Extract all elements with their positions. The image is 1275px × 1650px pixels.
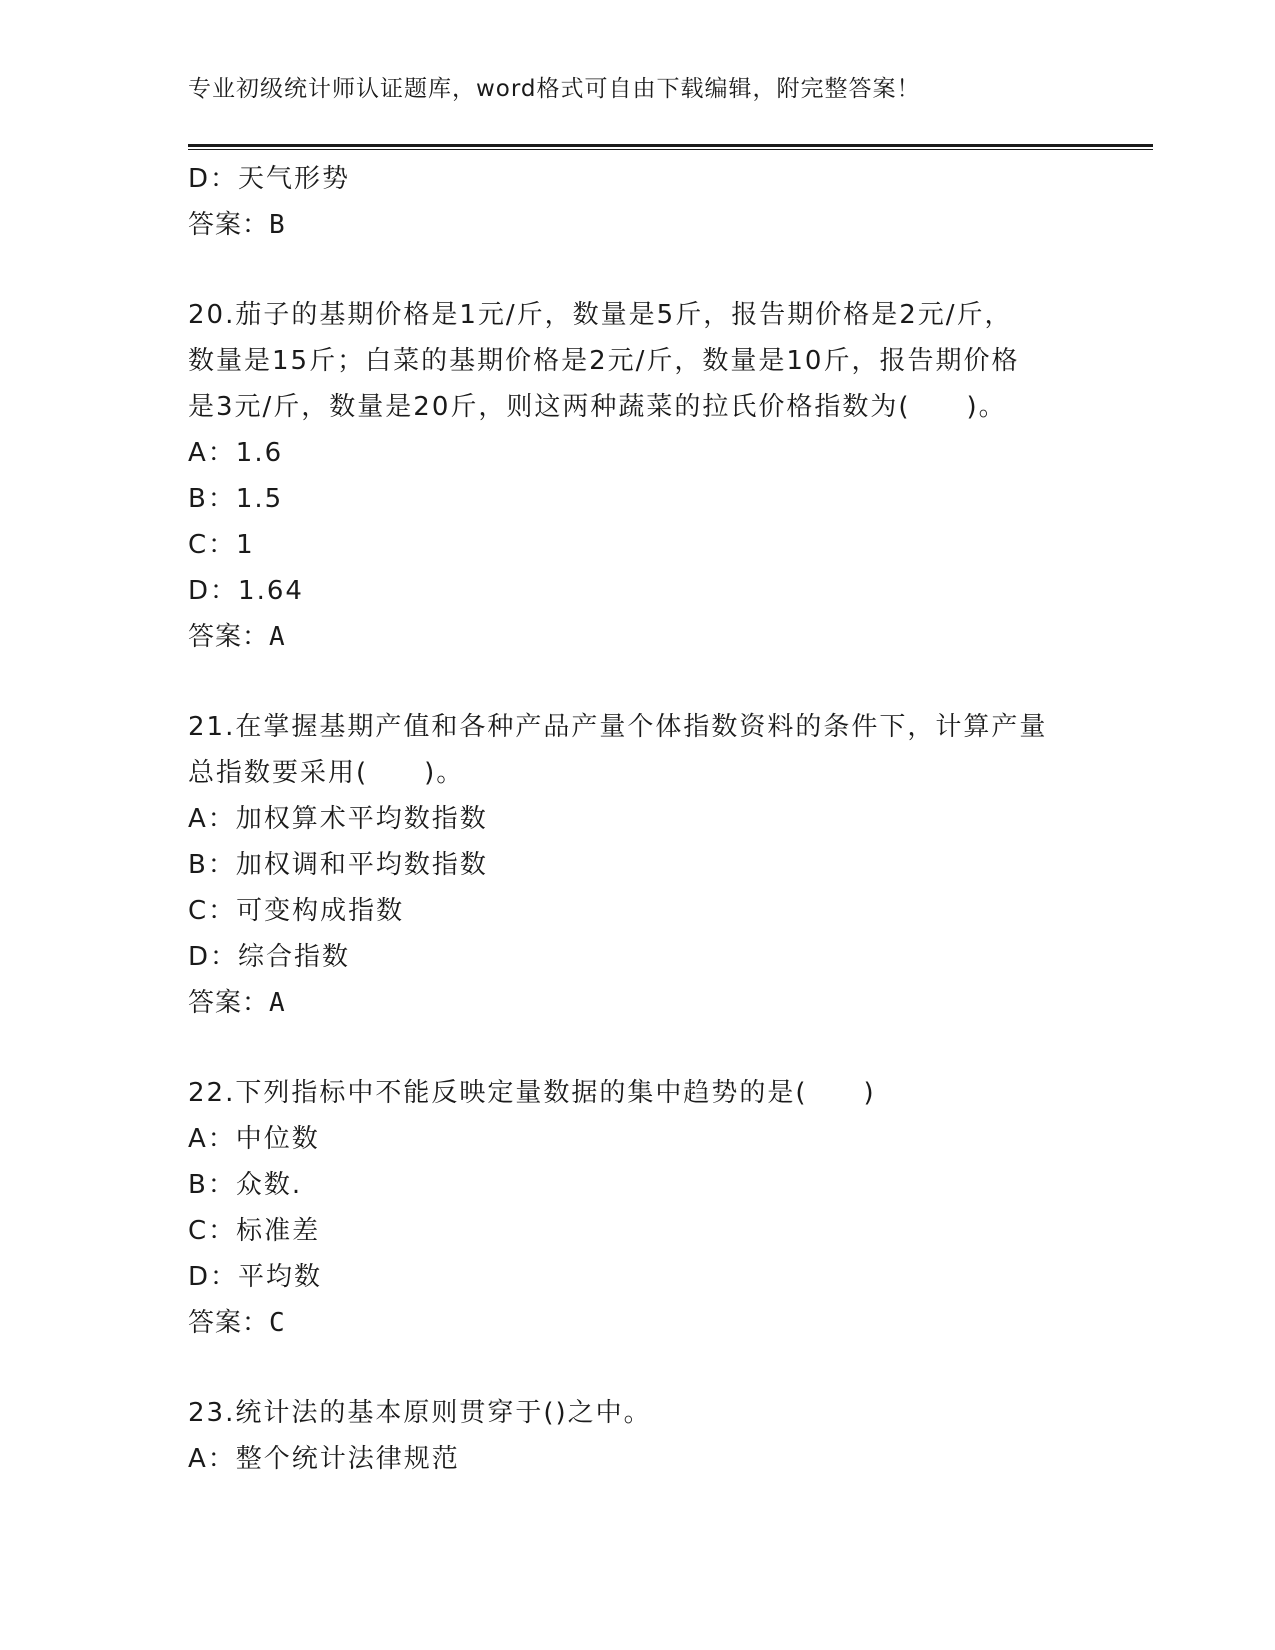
document-body [188,156,1078,1482]
header-divider [188,144,1153,150]
option-d: D：1.64 [188,576,304,606]
answer-line [188,1300,1078,1346]
answer-value: A [269,622,286,652]
option-d: D：综合指数 [188,942,351,972]
option-d: D：天气形势 [188,164,351,194]
question-stem-line: 21.在掌握基期产值和各种产品产量个体指数资料的条件下，计算产量 [188,712,1048,742]
option-b: B：众数. [188,1170,303,1200]
option-b: B：加权调和平均数指数 [188,850,488,880]
option-c: C：可变构成指数 [188,896,405,926]
option-a: A：整个统计法律规范 [188,1444,460,1474]
option-c: C：标准差 [188,1216,321,1246]
answer-label: 答案： [188,622,270,652]
option-a: A：中位数 [188,1124,320,1154]
question-stem-line: 数量是15斤；白菜的基期价格是2元/斤，数量是10斤，报告期价格 [188,346,1020,376]
option-b: B：1.5 [188,484,284,514]
question-23 [188,1390,1078,1482]
question-20 [188,292,1078,660]
answer-value: C [269,1308,286,1338]
answer-line [188,614,1078,660]
question-22 [188,1070,1078,1346]
answer-label: 答案： [188,1308,270,1338]
answer-value: A [269,988,286,1018]
answer-label: 答案： [188,210,270,240]
answer-label: 答案： [188,988,270,1018]
question-stem-line: 23.统计法的基本原则贯穿于()之中。 [188,1398,652,1428]
question-stem-line: 22.下列指标中不能反映定量数据的集中趋势的是( ) [188,1078,876,1108]
answer-value: B [269,210,286,240]
previous-question-tail [188,156,1078,248]
page-header: 专业初级统计师认证题库，word格式可自由下载编辑，附完整答案！ [188,76,921,102]
option-a: A：加权算术平均数指数 [188,804,488,834]
option-d: D：平均数 [188,1262,323,1292]
option-a: A：1.6 [188,438,284,468]
answer-line [188,202,1078,248]
question-stem-line: 是3元/斤，数量是20斤，则这两种蔬菜的拉氏价格指数为( )。 [188,392,1007,422]
question-stem-line: 20.茄子的基期价格是1元/斤，数量是5斤，报告期价格是2元/斤， [188,300,1013,330]
question-21 [188,704,1078,1026]
question-stem-line: 总指数要采用( )。 [188,758,465,788]
option-c: C：1 [188,530,255,560]
answer-line [188,980,1078,1026]
